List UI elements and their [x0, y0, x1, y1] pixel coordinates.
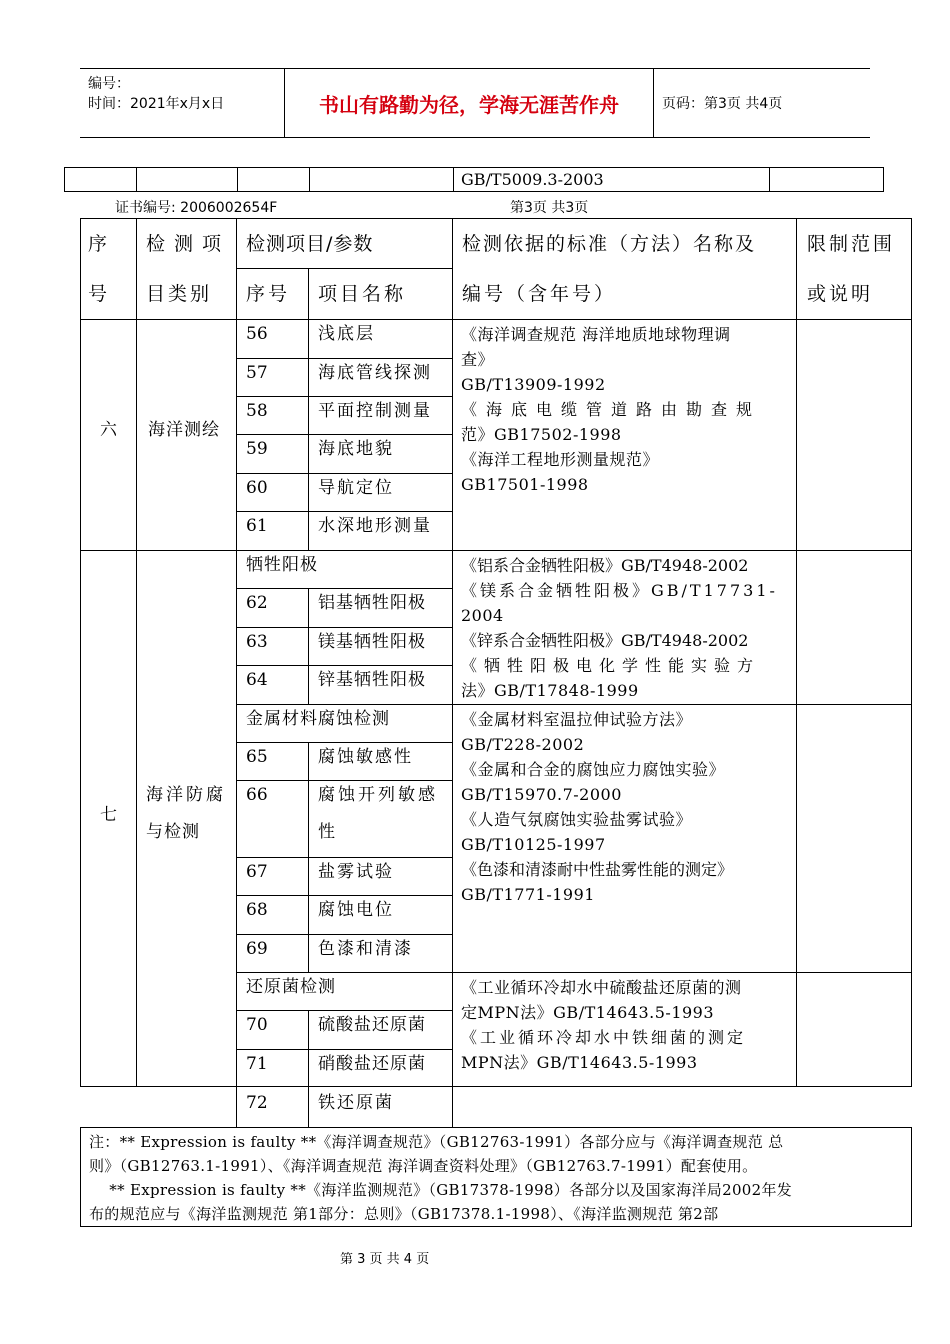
section6-category: 海洋测绘 [148, 420, 220, 440]
header-seq-2: 号 [88, 283, 111, 305]
note-line: 布的规范应与《海洋监测规范 第1部分：总则》（GB17378.1-1998）、《海洋监测规范 第2部 [89, 1205, 719, 1223]
standard-line: 《海洋工程地形测量规范》 [461, 450, 660, 469]
item-name: 海底管线探测 [318, 363, 432, 383]
standard-line: GB/T1771-1991 [461, 885, 595, 904]
group-title-sacrificial-anode: 牺牲阳极 [246, 555, 318, 575]
item-name-cont: 性 [318, 822, 335, 842]
standard-line: 《金属和合金的腐蚀应力腐蚀实验》 [461, 760, 726, 779]
section6-number: 六 [100, 420, 117, 440]
item-name: 锌基牺牲阳极 [318, 670, 426, 690]
item-seq: 60 [246, 478, 268, 498]
header-sub-name: 项目名称 [318, 283, 407, 305]
header-category-1: 检测项 [146, 233, 231, 255]
header-seq-1: 序 [88, 233, 111, 255]
note-line: 则》（GB12763.1-1991）、《海洋调查规范 海洋调查资料处理》（GB12763.7-1991）配套使用。 [89, 1157, 758, 1175]
section7-category-2: 与检测 [146, 822, 200, 842]
strip-standard: GB/T5009.3-2003 [461, 170, 604, 189]
standard-line: 法》GB/T17848-1999 [461, 681, 639, 700]
standard-line: 《工业循环冷却水中铁细菌的测定 [461, 1028, 747, 1047]
section7-category-1: 海洋防腐 [146, 785, 226, 805]
page-footer: 第 3 页 共 4 页 [340, 1252, 430, 1267]
standard-line: 《海洋调查规范 海洋地质地球物理调 [461, 325, 731, 344]
item-name: 浅底层 [318, 324, 375, 344]
item-seq: 67 [246, 862, 268, 882]
item-name: 硫酸盐还原菌 [318, 1015, 426, 1035]
certificate-page: 第3页 共3页 [510, 200, 589, 216]
header-limit-1: 限制范围 [807, 233, 896, 255]
note-line: ** Expression is faulty **《海洋监测规范》（GB17378-1998）各部分以及国家海洋局2002年发 [89, 1181, 793, 1199]
row72-divider [308, 1087, 309, 1127]
standard-line: 《牺牲阳极电化学性能实验方 [461, 656, 761, 675]
item-seq: 56 [246, 324, 268, 344]
group1-standards [461, 553, 778, 703]
item-seq: 66 [246, 785, 268, 805]
header-limit-2: 或说明 [807, 283, 874, 305]
header-page-info: 页码：第3页 共4页 [662, 96, 783, 112]
item-name: 铝基牺牲阳极 [318, 593, 426, 613]
item-seq: 58 [246, 401, 268, 421]
section7-number: 七 [100, 805, 117, 825]
standard-line: 2004 [461, 606, 504, 625]
header-sub-seq: 序号 [246, 283, 291, 305]
item-name: 水深地形测量 [318, 516, 432, 536]
standard-line: GB/T10125-1997 [461, 835, 606, 854]
item-name: 腐蚀敏感性 [318, 747, 413, 767]
group2-standards [461, 707, 733, 907]
certificate-number: 证书编号: 2006002654F [115, 200, 278, 216]
previous-table-row [64, 167, 884, 192]
item-seq: 69 [246, 939, 268, 959]
page-header [80, 68, 870, 138]
item-seq: 59 [246, 439, 268, 459]
standard-line: 《锌系合金牺牲阳极》GB/T4948-2002 [461, 631, 749, 650]
standard-line: MPN法》GB/T14643.5-1993 [461, 1053, 698, 1072]
header-param: 检测项目/参数 [246, 233, 374, 255]
table-note [80, 1127, 912, 1227]
group-title-metal-corrosion: 金属材料腐蚀检测 [246, 709, 390, 729]
standard-line: 查》 [461, 350, 495, 369]
item-name: 平面控制测量 [318, 401, 432, 421]
item-name: 腐蚀开列敏感 [318, 785, 438, 805]
item-name: 导航定位 [318, 478, 394, 498]
item-seq: 64 [246, 670, 268, 690]
standard-line: 《海底电缆管道路由勘查规 [461, 400, 762, 419]
header-motto: 书山有路勤为径，学海无涯苦作舟 [285, 69, 654, 137]
item-name: 海底地貌 [318, 439, 394, 459]
group3-standards [461, 975, 746, 1075]
item-name: 铁还原菌 [318, 1093, 394, 1113]
item-seq: 63 [246, 632, 268, 652]
header-meta [80, 69, 285, 137]
item-seq: 62 [246, 593, 268, 613]
standard-line: 《人造气氛腐蚀实验盐雾试验》 [461, 810, 693, 829]
note-line: 注：** Expression is faulty **《海洋调查规范》（GB12763-1991）各部分应与《海洋调查规范 总 [89, 1133, 784, 1151]
item-seq: 70 [246, 1015, 268, 1035]
item-name: 色漆和清漆 [318, 939, 413, 959]
group-title-reducing-bacteria: 还原菌检测 [246, 977, 336, 997]
item-seq: 71 [246, 1054, 268, 1074]
header-category-2: 目类别 [146, 283, 213, 305]
item-name: 盐雾试验 [318, 862, 394, 882]
standard-line: 《铝系合金牺牲阳极》GB/T4948-2002 [461, 556, 749, 575]
item-seq: 72 [246, 1093, 268, 1113]
item-seq: 68 [246, 900, 268, 920]
standard-line: GB17501-1998 [461, 475, 589, 494]
number-label: 编号： [88, 76, 130, 92]
header-standard-2: 编号（含年号） [462, 283, 617, 305]
item-name: 镁基牺牲阳极 [318, 632, 426, 652]
standard-line: 《色漆和清漆耐中性盐雾性能的测定》 [461, 860, 734, 879]
standard-line: GB/T15970.7-2000 [461, 785, 622, 804]
item-name: 腐蚀电位 [318, 900, 394, 920]
item-seq: 57 [246, 363, 268, 383]
standard-line: 《镁系合金牺牲阳极》GB/T17731- [461, 581, 778, 600]
standard-line: GB/T13909-1992 [461, 375, 606, 394]
standard-line: 《金属材料室温拉伸试验方法》 [461, 710, 693, 729]
date-label: 时间：2021年x月x日 [88, 96, 225, 112]
section6-standards [461, 322, 761, 497]
standard-line: 范》GB17502-1998 [461, 425, 622, 444]
inspection-table [80, 218, 912, 1088]
standard-line: 《工业循环冷却水中硫酸盐还原菌的测 [461, 978, 742, 997]
item-seq: 65 [246, 747, 268, 767]
item-name: 硝酸盐还原菌 [318, 1054, 426, 1074]
item-seq: 61 [246, 516, 268, 536]
header-standard-1: 检测依据的标准（方法）名称及 [462, 233, 757, 255]
standard-line: 定MPN法》GB/T14643.5-1993 [461, 1003, 715, 1022]
standard-line: GB/T228-2002 [461, 735, 585, 754]
